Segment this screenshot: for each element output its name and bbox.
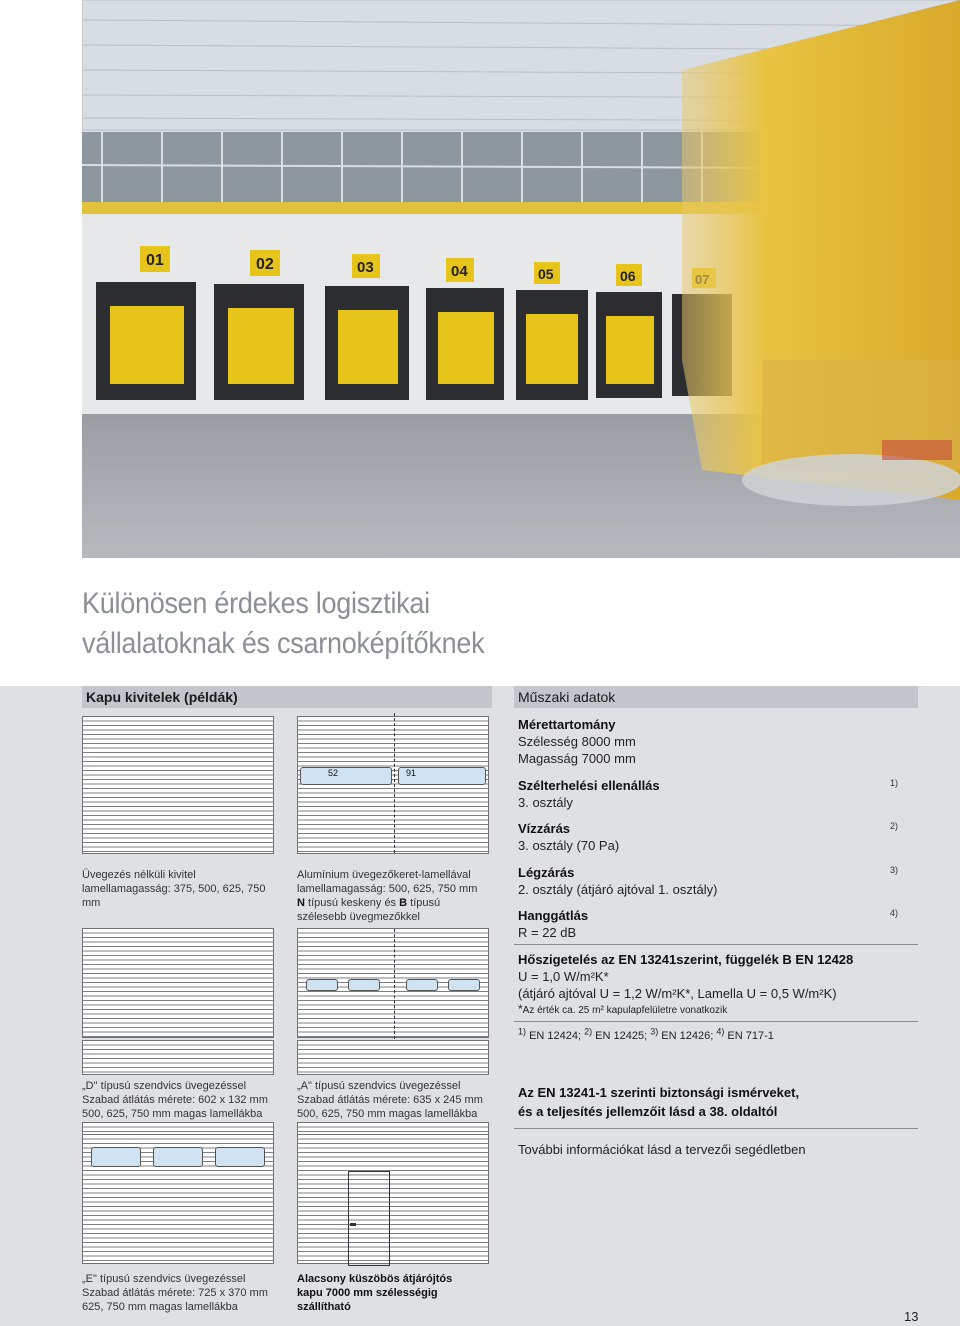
page-title — [82, 584, 484, 664]
caption-line: Szabad átlátás mérete: 602 x 132 mm — [82, 1094, 268, 1106]
caption-line: Alacsony küszöbös átjárójtós — [297, 1273, 453, 1285]
spec-sound-label: Hanggátlás — [518, 908, 589, 923]
spec-wind-value: 3. osztály — [518, 795, 573, 810]
caption-line: 500, 625, 750 mm magas lamellákba — [297, 1108, 478, 1120]
spec-thermal-label: Hőszigetelés az EN 13241szerint, függelék B EN 12428 — [518, 952, 854, 967]
spec-wind-ref: 1) — [890, 778, 899, 788]
dock-number: 06 — [620, 268, 636, 284]
door-aluminium-glazing-top — [297, 716, 489, 854]
caption-line: kapu 7000 mm szélességig — [297, 1287, 438, 1299]
caption-line — [297, 896, 502, 910]
glazing-window — [406, 979, 438, 991]
center-axis-line — [394, 929, 396, 1039]
caption-line: 625, 750 mm magas lamellákba — [82, 1301, 238, 1313]
caption-line: lamellamagasság: 500, 625, 750 mm — [297, 883, 478, 895]
spec-thermal — [518, 951, 918, 1018]
spec-size — [518, 716, 918, 767]
caption-line: „A" típusú szendvics üvegezéssel — [297, 1080, 461, 1092]
center-axis-line — [394, 713, 396, 853]
footnote-mark: 1) — [518, 1026, 527, 1037]
spec-air-value: 2. osztály (átjáró ajtóval 1. osztály) — [518, 882, 718, 897]
loading-dock-photo — [82, 0, 960, 558]
divider — [514, 1021, 918, 1022]
door-e-glazing — [82, 1134, 274, 1264]
door-no-glazing-caption: Üvegezés nélküli kivitel lamellamagasság: 375, 500, 625, 750 mm — [82, 869, 266, 909]
note-star: * — [518, 1002, 523, 1016]
specs-header: Műszaki adatok — [514, 686, 918, 708]
spec-water-ref: 2) — [890, 821, 899, 831]
spec-wind — [518, 777, 918, 811]
door-no-glazing-top — [82, 716, 274, 854]
door-d-glazing-caption — [82, 1079, 287, 1121]
spec-sound — [518, 907, 918, 941]
spec-water-label: Vízzárás — [518, 821, 571, 836]
spec-size-label: Mérettartomány — [518, 717, 616, 732]
divider — [514, 1128, 918, 1129]
spec-air-ref: 3) — [890, 865, 899, 875]
caption-line: 500, 625, 750 mm magas lamellákba — [82, 1108, 263, 1120]
caption-line: szállítható — [297, 1301, 351, 1313]
caption-line: Szabad átlátás mérete: 635 x 245 mm — [297, 1094, 483, 1106]
dock-number: 03 — [357, 259, 374, 276]
page-number: 13 — [904, 1309, 919, 1324]
wicket-door — [348, 1171, 390, 1266]
footnote-mark: 3) — [650, 1026, 659, 1037]
caption-text: típusú — [407, 897, 441, 909]
footnote-text: EN 12426; — [658, 1030, 717, 1042]
type-n: N — [297, 897, 305, 909]
spec-size-height: Magasság 7000 mm — [518, 751, 636, 766]
glazing-panel-n — [300, 767, 392, 785]
dock-number: 05 — [538, 266, 554, 282]
glazing-window — [153, 1147, 203, 1167]
safety-line: Az EN 13241-1 szerinti biztonsági ismérveket, — [518, 1085, 800, 1100]
door-d-glazing-top — [82, 1040, 274, 1075]
divider — [514, 944, 918, 945]
type-b: B — [399, 897, 408, 909]
footnote-text: EN 12425; — [592, 1030, 651, 1042]
door-e-glazing-caption — [82, 1272, 287, 1314]
spec-water-value: 3. osztály (70 Pa) — [518, 838, 620, 853]
dock-number: 04 — [451, 263, 468, 280]
caption-line: „E" típusú szendvics üvegezéssel — [82, 1273, 246, 1285]
safety-line: és a teljesítés jellemzőit lásd a 38. oldaltól — [518, 1104, 778, 1119]
footnote-mark: 4) — [716, 1026, 725, 1037]
title-line-1: Különösen érdekes logisztikai — [82, 587, 430, 620]
spec-sound-ref: 4) — [890, 908, 899, 918]
hero-photo — [82, 0, 960, 558]
door-a-glazing-top — [297, 1040, 489, 1075]
note-text: Az érték ca. 25 m² kapulapfelületre vonatkozik — [522, 1005, 728, 1016]
door-aluminium-glazing-bottom — [297, 928, 489, 1038]
footnote-text: EN 12424; — [526, 1030, 585, 1042]
glazing-window — [306, 979, 338, 991]
door-no-glazing-bottom — [82, 928, 274, 1038]
wicket-handle — [350, 1223, 356, 1226]
spec-sound-value: R = 22 dB — [518, 925, 577, 940]
glazing-window — [348, 979, 380, 991]
caption-text: típusú keskeny és — [304, 897, 400, 909]
dock-number: 01 — [146, 252, 164, 269]
spec-wind-label: Szélterhelési ellenállás — [518, 778, 660, 793]
spec-thermal-door: (átjáró ajtóval U = 1,2 W/m²K*, Lamella U = 0,5 W/m²K) — [518, 986, 837, 1001]
title-line-2: vállalatoknak és csarnoképítőknek — [82, 627, 485, 660]
glazing-window — [215, 1147, 265, 1167]
footnotes — [518, 1026, 774, 1042]
door-aluminium-glazing-caption — [297, 868, 502, 924]
spec-air — [518, 864, 918, 898]
dimension-label-52: 52 — [328, 768, 339, 778]
door-wicket-pass — [297, 1134, 489, 1264]
spec-size-width: Szélesség 8000 mm — [518, 734, 636, 749]
door-variants-header: Kapu kivitelek (példák) — [82, 686, 492, 708]
caption-line: szélesebb üvegmezőkkel — [297, 911, 420, 923]
caption-line: Szabad átlátás mérete: 725 x 370 mm — [82, 1287, 268, 1299]
caption-line: „D" típusú szendvics üvegezéssel — [82, 1080, 247, 1092]
spec-water — [518, 820, 918, 854]
footnote-text: EN 717-1 — [724, 1030, 774, 1042]
dock-number: 02 — [256, 256, 274, 273]
footnote-mark: 2) — [584, 1026, 593, 1037]
door-a-glazing-caption — [297, 1079, 502, 1121]
spec-thermal-u: U = 1,0 W/m²K* — [518, 969, 609, 984]
caption-line: Alumínium üvegezőkeret-lamellával — [297, 869, 471, 881]
glazing-window — [91, 1147, 141, 1167]
more-info-note: További információkat lásd a tervezői segédletben — [518, 1142, 806, 1157]
door-wicket-caption — [297, 1272, 502, 1314]
spec-thermal-note — [518, 1002, 918, 1018]
safety-note — [518, 1083, 799, 1121]
glazing-window — [448, 979, 480, 991]
dimension-label-91: 91 — [406, 768, 417, 778]
spec-air-label: Légzárás — [518, 865, 575, 880]
